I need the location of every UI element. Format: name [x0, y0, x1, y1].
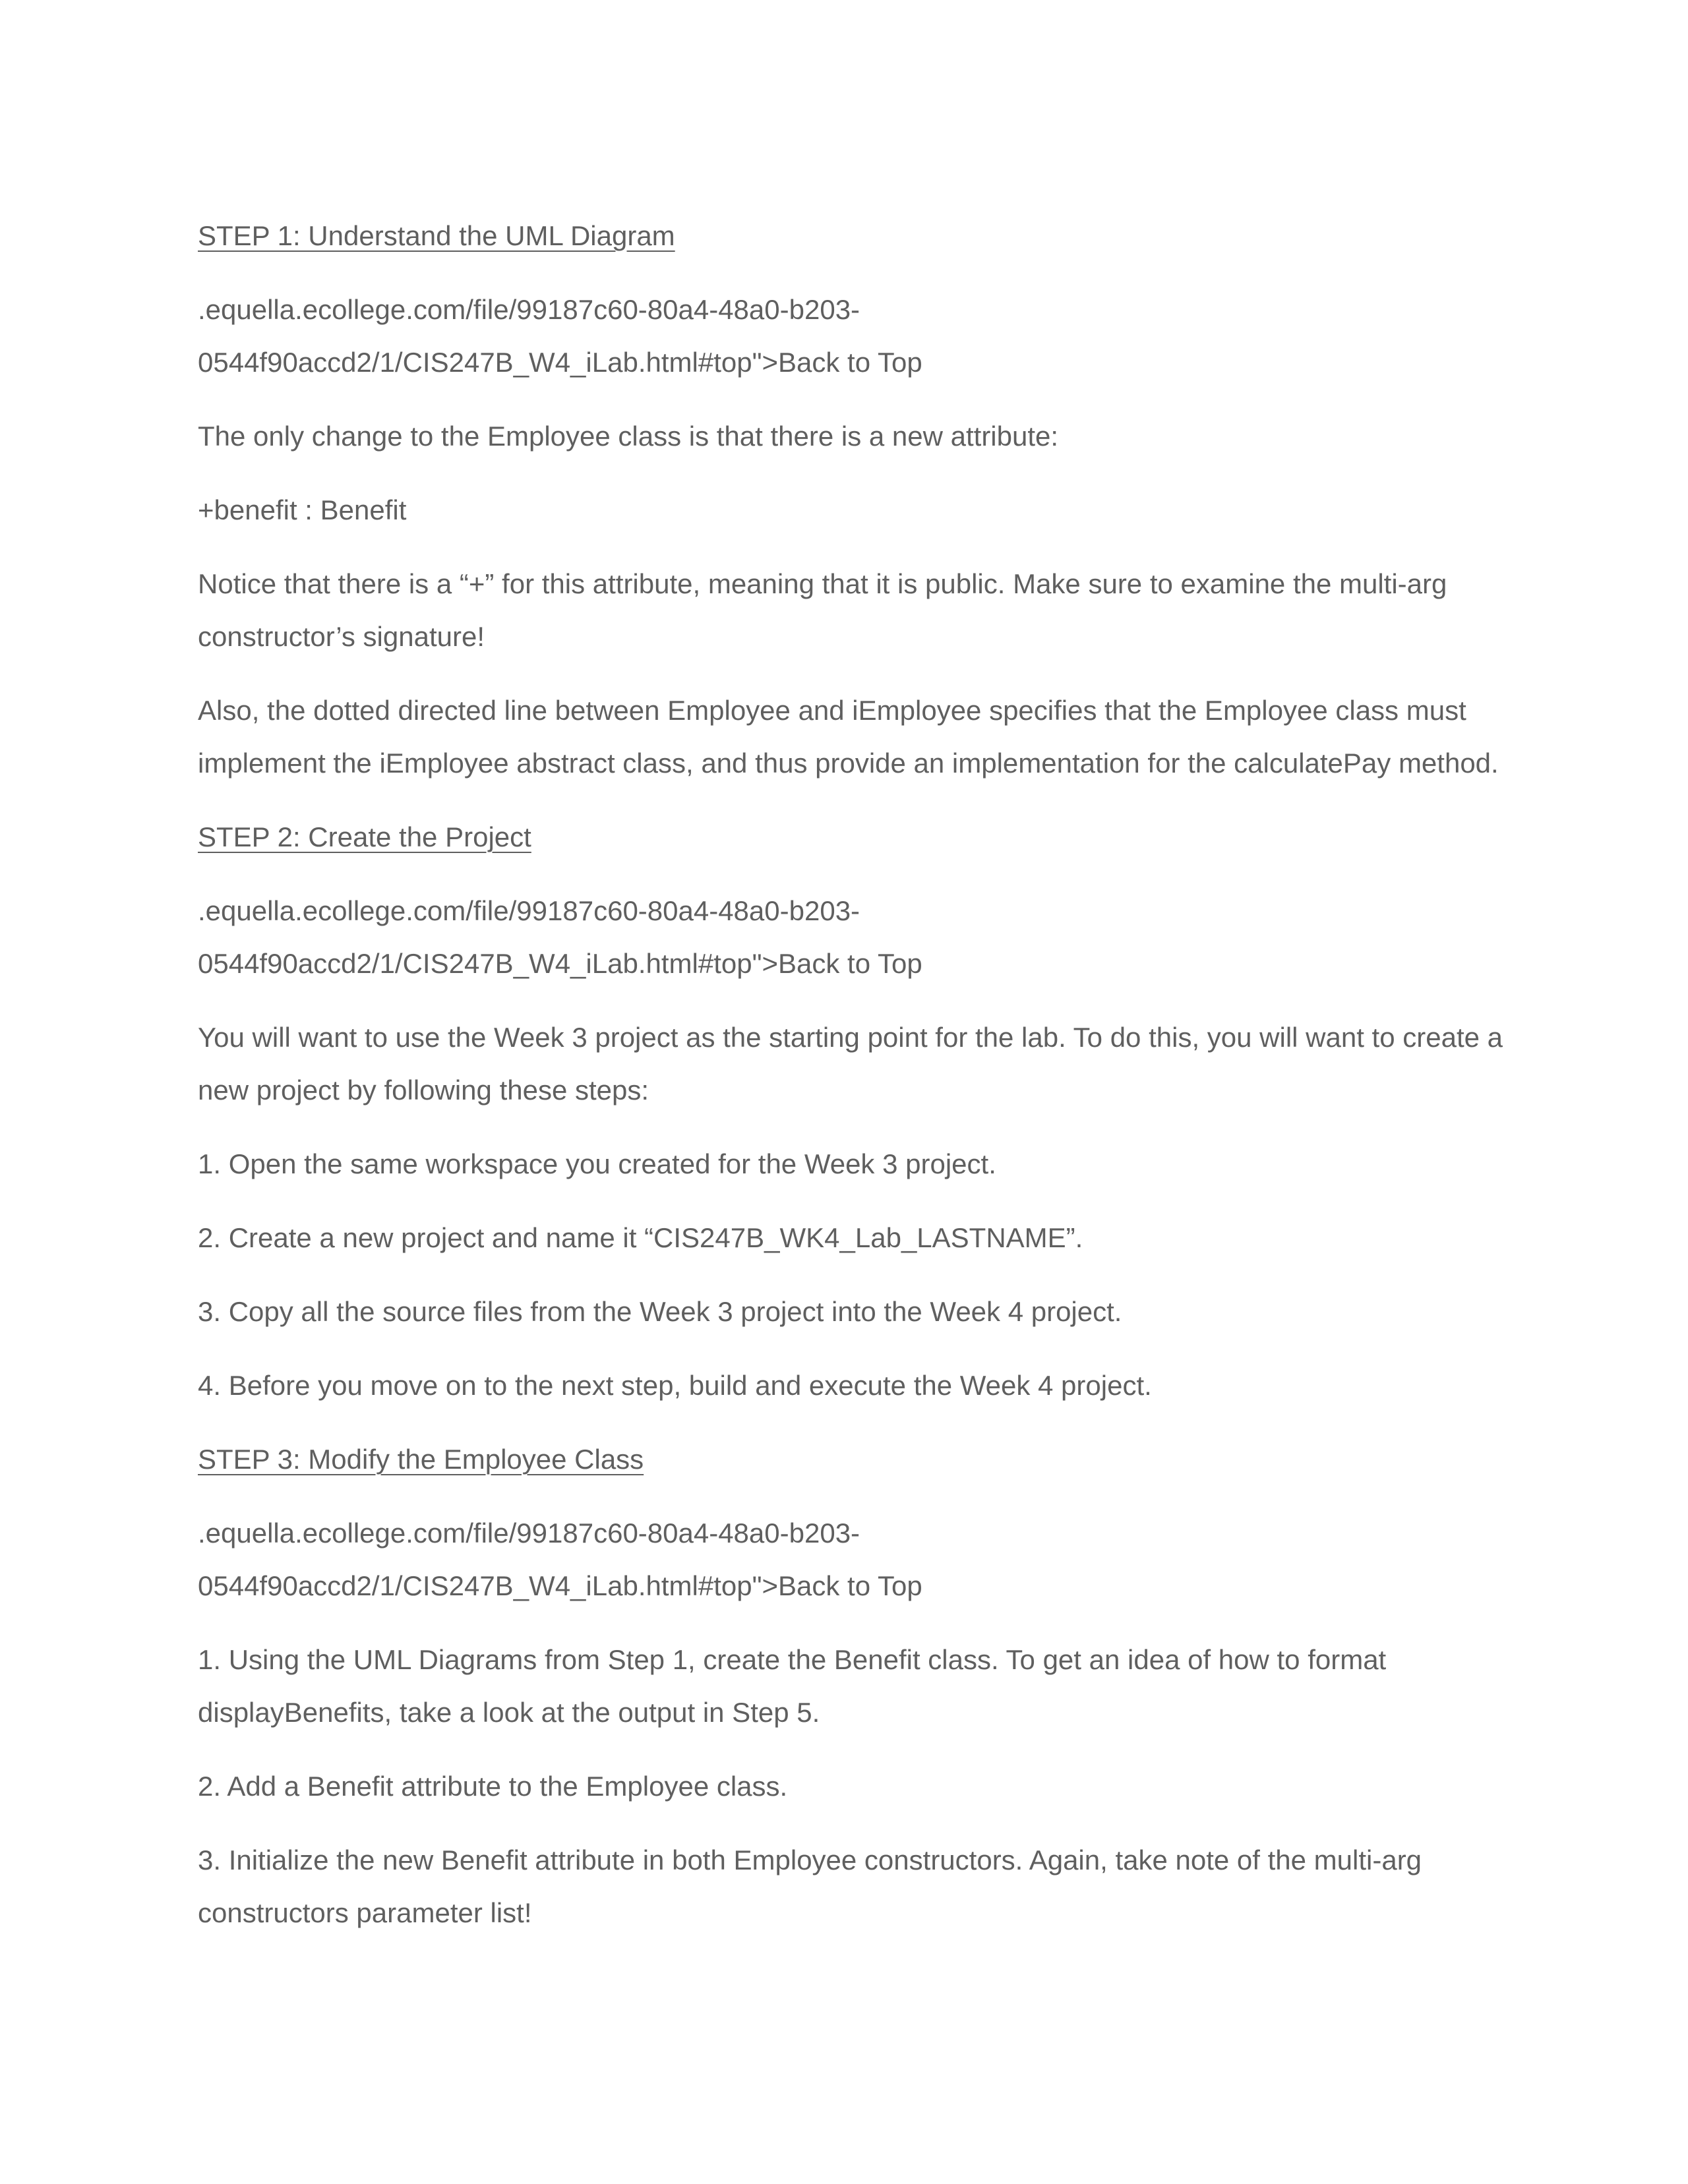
step1-heading[interactable]: STEP 1: Understand the UML Diagram — [198, 220, 675, 251]
step1-paragraph-4: Also, the dotted directed line between Employee and iEmployee specifies that the Employee class must implement the iEmployee abstract class, and thus provide an implementation for the calculatePay method. — [198, 695, 1499, 779]
step1-paragraph-1: The only change to the Employee class is that there is a new attribute: — [198, 421, 1059, 452]
step1-paragraph-3: Notice that there is a “+” for this attribute, meaning that it is public. Make sure to examine the multi-arg constructor’s signature! — [198, 568, 1447, 652]
step3-link-line2: 0544f90accd2/1/CIS247B_W4_iLab.html#top">Back to Top — [198, 1570, 922, 1601]
step1-link-line2: 0544f90accd2/1/CIS247B_W4_iLab.html#top">Back to Top — [198, 347, 922, 378]
step1-back-to-top-link[interactable] — [198, 283, 1503, 389]
step1-paragraph-2: +benefit : Benefit — [198, 494, 407, 525]
step2-link-line1: .equella.ecollege.com/file/99187c60-80a4-48a0-b203- — [198, 895, 860, 926]
step3-back-to-top-link[interactable] — [198, 1507, 1503, 1612]
step3-list-item-2: 2. Add a Benefit attribute to the Employee class. — [198, 1771, 788, 1802]
step2-paragraph-1: You will want to use the Week 3 project as the starting point for the lab. To do this, you will want to create a new project by following these steps: — [198, 1022, 1503, 1106]
step2-list-item-1: 1. Open the same workspace you created for the Week 3 project. — [198, 1148, 996, 1179]
document-page — [198, 210, 1503, 1961]
step2-back-to-top-link[interactable] — [198, 885, 1503, 990]
step2-list-item-4: 4. Before you move on to the next step, build and execute the Week 4 project. — [198, 1370, 1152, 1401]
step3-heading[interactable]: STEP 3: Modify the Employee Class — [198, 1444, 644, 1475]
step2-heading[interactable]: STEP 2: Create the Project — [198, 821, 531, 852]
step3-list-item-1: 1. Using the UML Diagrams from Step 1, create the Benefit class. To get an idea of how to format displayBenefits, take a look at the output in Step 5. — [198, 1644, 1387, 1728]
step2-list-item-3: 3. Copy all the source files from the Week 3 project into the Week 4 project. — [198, 1296, 1122, 1327]
step1-link-line1: .equella.ecollege.com/file/99187c60-80a4-48a0-b203- — [198, 294, 860, 325]
step2-link-line2: 0544f90accd2/1/CIS247B_W4_iLab.html#top">Back to Top — [198, 948, 922, 979]
step3-link-line1: .equella.ecollege.com/file/99187c60-80a4-48a0-b203- — [198, 1518, 860, 1549]
step2-list-item-2: 2. Create a new project and name it “CIS247B_WK4_Lab_LASTNAME”. — [198, 1222, 1083, 1253]
step3-list-item-3: 3. Initialize the new Benefit attribute in both Employee constructors. Again, take note of the multi-arg constructors parameter list! — [198, 1845, 1422, 1928]
